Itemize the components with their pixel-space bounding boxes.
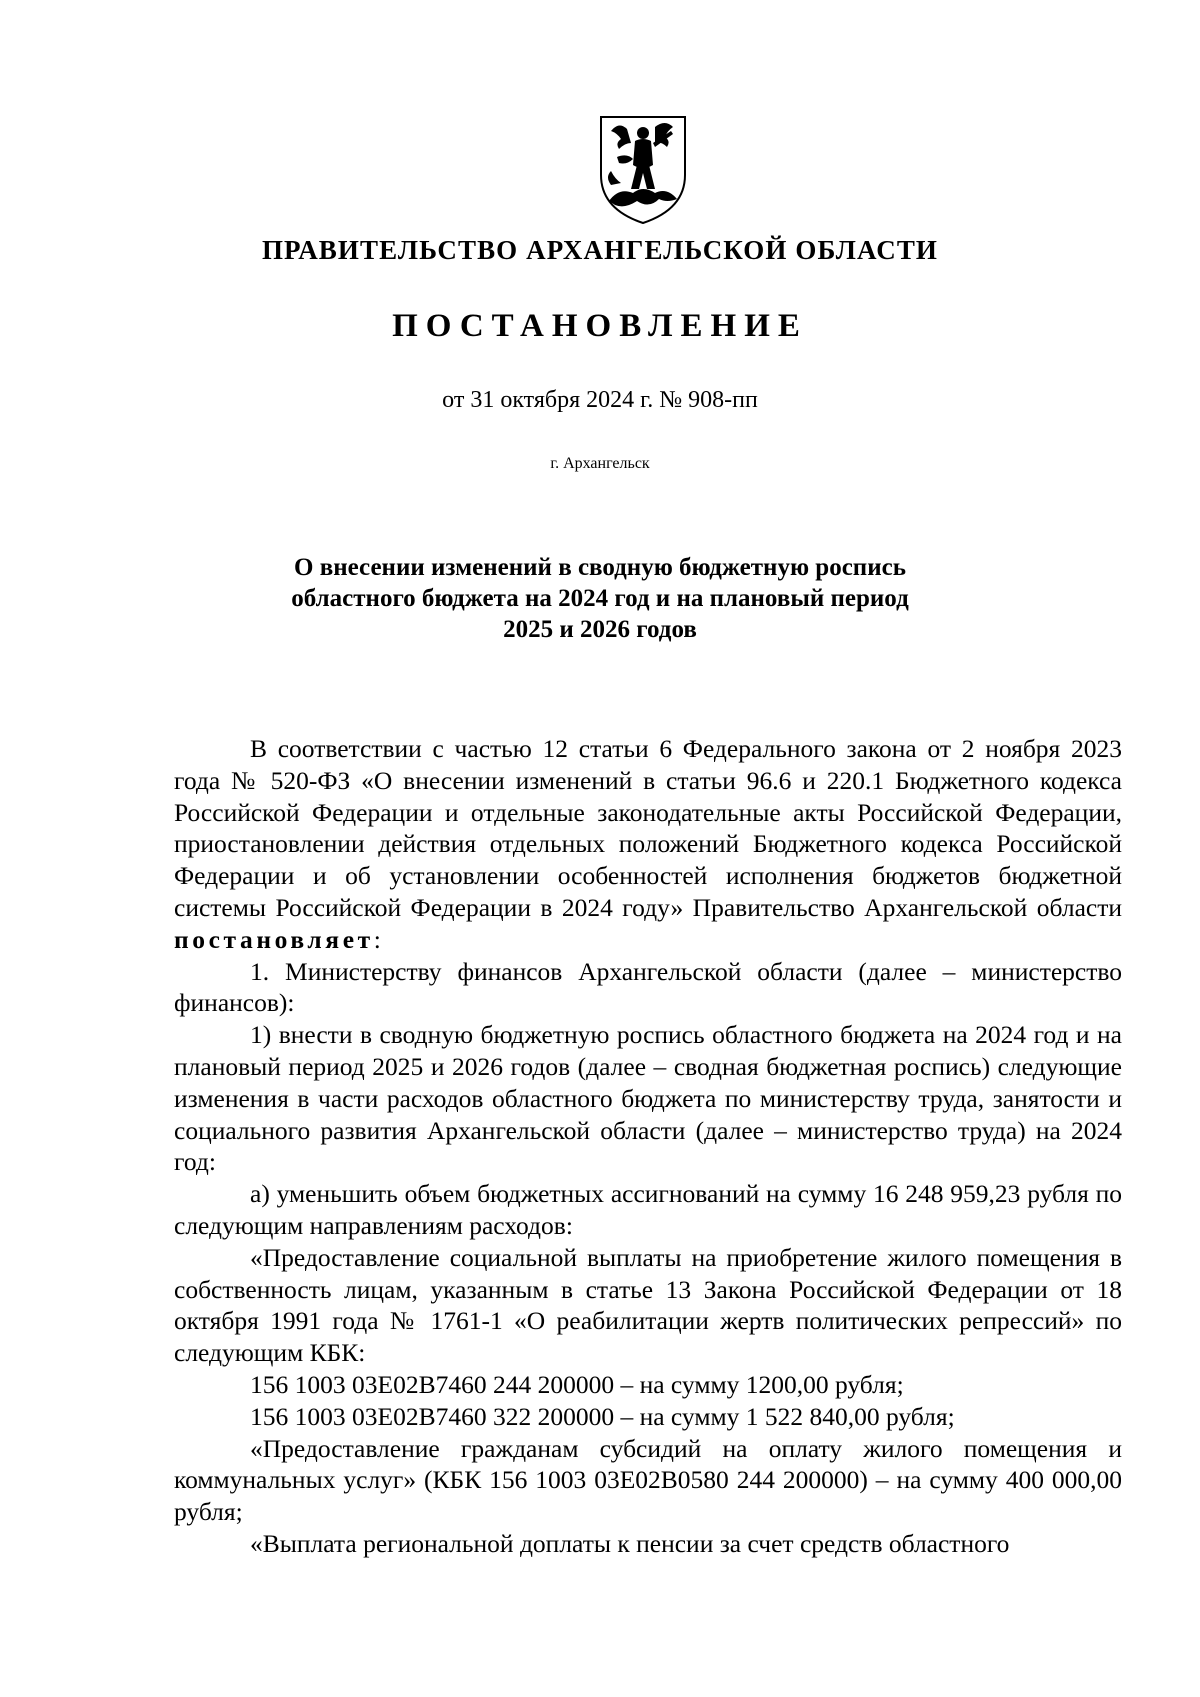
paragraph-housing-subsidy: «Предоставление гражданам субсидий на оплату жилого помещения и коммунальных услуг» (КБК 156 1003 03Е02В0580 244 200000) – на сумму 400 000,00 рубля;: [174, 1433, 1122, 1527]
preamble-text: В соответствии с частью 12 статьи 6 Федерального закона от 2 ноября 2023 года № 520-ФЗ «О внесении изменений в статьи 96.6 и 220.1 Бюджетного кодекса Российской Федерации и отдельные законодательные акты Российской Федерации, приостановлении действия отдельных положений Бюджетного кодекса Российской Федерации и об установлении особенностей исполнения бюджетов бюджетной системы Российской Федерации в 2024 году» Правительство Архангельской области: [174, 734, 1122, 922]
coat-of-arms-emblem: [597, 113, 689, 227]
paragraph-subitem-1: 1) внести в сводную бюджетную роспись областного бюджета на 2024 год и на плановый период 2025 и 2026 годов (далее – сводная бюджетная роспись) следующие изменения в части расходов областного бюджета по министерству труда, занятости и социального развития Архангельской области (далее – министерство труда) на 2024 год:: [174, 1020, 1122, 1177]
paragraph-kbk-2: 156 1003 03Е02В7460 322 200000 – на сумму 1 522 840,00 рубля;: [250, 1401, 955, 1431]
paragraph-item-1: 1. Министерству финансов Архангельской области (далее – министерство финансов):: [174, 956, 1122, 1018]
paragraph-subitem-a: а) уменьшить объем бюджетных ассигнований на сумму 16 248 959,23 рубля по следующим направлениям расходов:: [174, 1179, 1122, 1240]
subject-line-1: О внесении изменений в сводную бюджетную роспись: [294, 554, 906, 581]
paragraph-kbk-1: 156 1003 03Е02В7460 244 200000 – на сумму 1200,00 рубля;: [250, 1369, 904, 1399]
preamble-colon: :: [373, 924, 381, 954]
resolves-keyword: постановляет: [174, 924, 374, 954]
subject-line-3: 2025 и 2026 годов: [503, 616, 697, 643]
paragraph-social-payment: «Предоставление социальной выплаты на приобретение жилого помещения в собственность лицам, указанным в статье 13 Закона Российской Федерации от 18 октября 1991 года № 1761-1 «О реабилитации жертв политических репрессий» по следующим КБК:: [174, 1242, 1122, 1368]
document-type: ПОСТАНОВЛЕНИЕ: [392, 308, 808, 344]
paragraph-preamble: [174, 733, 1122, 956]
subject-line-2: областного бюджета на 2024 год и на плановый период: [291, 585, 909, 612]
government-name: ПРАВИТЕЛЬСТВО АРХАНГЕЛЬСКОЙ ОБЛАСТИ: [261, 235, 939, 265]
document-date-number: от 31 октября 2024 г. № 908-пп: [442, 387, 758, 413]
paragraph-pension-supplement: «Выплата региональной доплаты к пенсии за счет средств областного: [250, 1528, 1010, 1558]
document-body: [174, 733, 1122, 1560]
document-city: г. Архангельск: [550, 455, 650, 472]
document-subject: [0, 552, 1200, 645]
